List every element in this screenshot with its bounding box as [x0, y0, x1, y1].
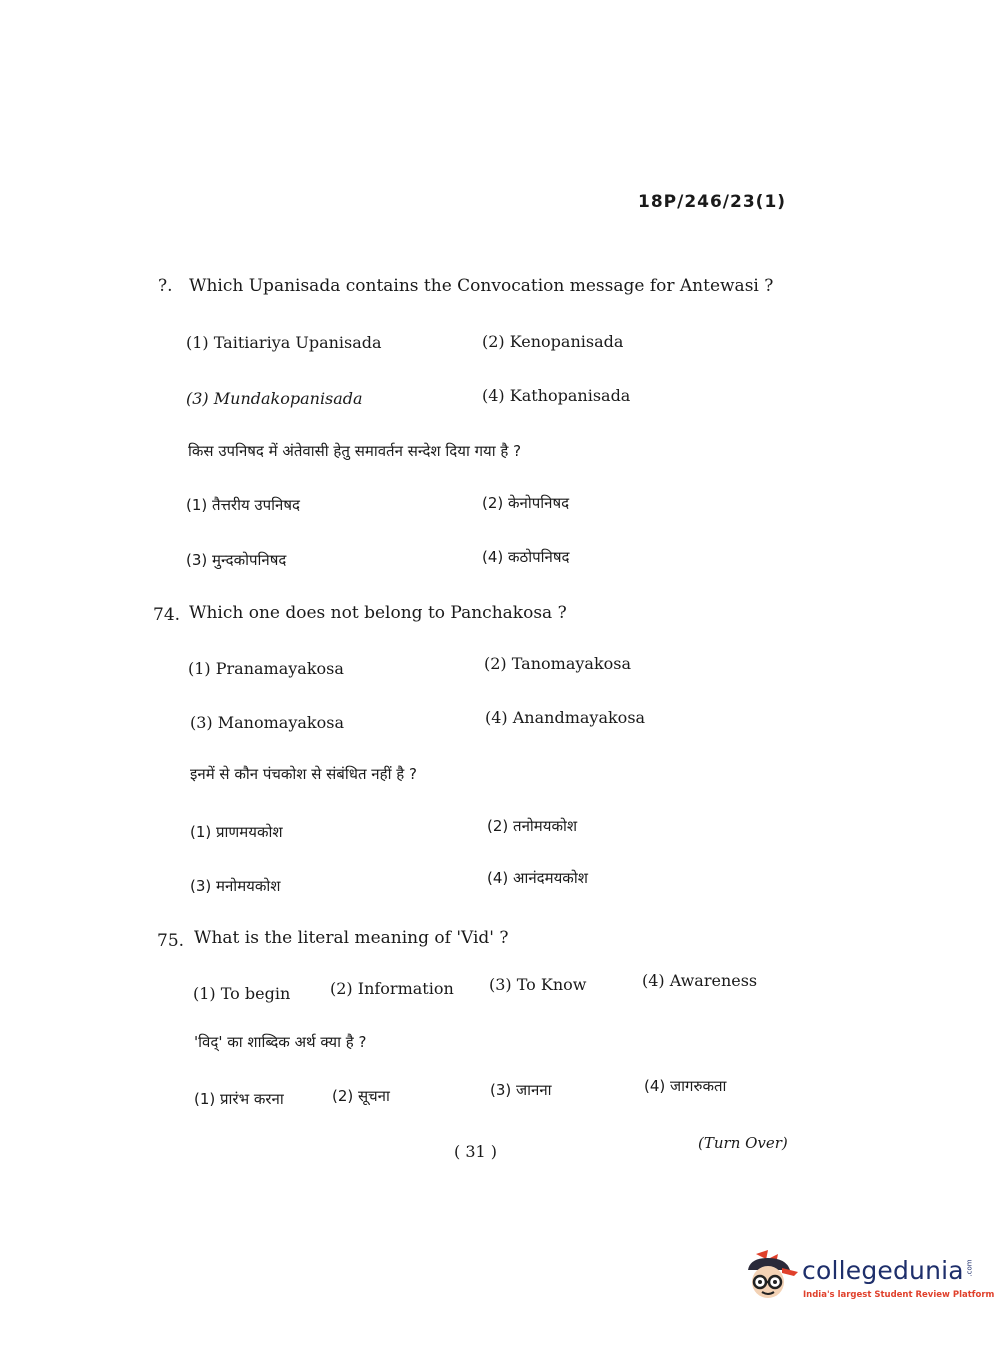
q75-option-1: (1) To begin [193, 984, 291, 1003]
question-74-text: Which one does not belong to Panchakosa ? [189, 603, 567, 623]
q75-option-2-hindi: (2) सूचना [332, 1087, 390, 1105]
question-73-number: ?. [158, 276, 173, 296]
q74-option-1: (1) Pranamayakosa [188, 659, 344, 678]
q75-option-3-hindi: (3) जानना [490, 1081, 552, 1099]
question-75-text-hindi: 'विद्' का शाब्दिक अर्थ क्या है ? [194, 1033, 367, 1051]
collegedunia-watermark [742, 1250, 995, 1310]
question-73-text-hindi: किस उपनिषद में अंतेवासी हेतु समावर्तन सन्देश दिया गया है ? [188, 442, 522, 460]
collegedunia-brand-text: collegedunia [802, 1256, 964, 1285]
q73-option-4: (4) Kathopanisada [482, 386, 631, 405]
page-number: ( 31 ) [454, 1142, 498, 1161]
q75-option-4-hindi: (4) जागरुकता [644, 1077, 727, 1095]
q73-option-2: (2) Kenopanisada [482, 332, 624, 351]
question-74-number: 74. [153, 605, 181, 625]
paper-code: 18P/246/23(1) [638, 192, 787, 212]
q74-option-1-hindi: (1) प्राणमयकोश [190, 823, 283, 841]
q75-option-1-hindi: (1) प्रारंभ करना [194, 1090, 284, 1108]
question-73-text: Which Upanisada contains the Convocation message for Antewasi ? [189, 276, 774, 296]
q73-option-1-hindi: (1) तैत्तरीय उपनिषद [186, 496, 301, 514]
q73-option-3: (3) Mundakopanisada [186, 389, 363, 408]
q74-option-2: (2) Tanomayakosa [484, 654, 632, 673]
collegedunia-mascot-icon [742, 1250, 800, 1308]
collegedunia-tagline: India's largest Student Review Platform [803, 1290, 995, 1300]
question-75-number: 75. [157, 931, 185, 951]
q73-option-2-hindi: (2) केनोपनिषद [482, 494, 570, 512]
q73-option-3-hindi: (3) मुन्दकोपनिषद [186, 551, 287, 569]
q75-option-4: (4) Awareness [642, 971, 758, 990]
q75-option-2: (2) Information [330, 979, 454, 998]
q74-option-3: (3) Manomayakosa [190, 713, 344, 732]
q74-option-3-hindi: (3) मनोमयकोश [190, 877, 281, 895]
q74-option-2-hindi: (2) तनोमयकोश [487, 817, 578, 835]
q75-option-3: (3) To Know [489, 975, 587, 994]
q73-option-4-hindi: (4) कठोपनिषद [482, 548, 570, 566]
q74-option-4-hindi: (4) आनंदमयकोश [487, 869, 588, 887]
q73-option-1: (1) Taitiariya Upanisada [186, 333, 382, 352]
turn-over-note: (Turn Over) [698, 1134, 788, 1152]
question-74-text-hindi: इनमें से कौन पंचकोश से संबंधित नहीं है ? [190, 765, 417, 783]
collegedunia-suffix: .com [965, 1259, 974, 1277]
q74-option-4: (4) Anandmayakosa [485, 708, 646, 727]
question-75-text: What is the literal meaning of 'Vid' ? [194, 928, 509, 948]
